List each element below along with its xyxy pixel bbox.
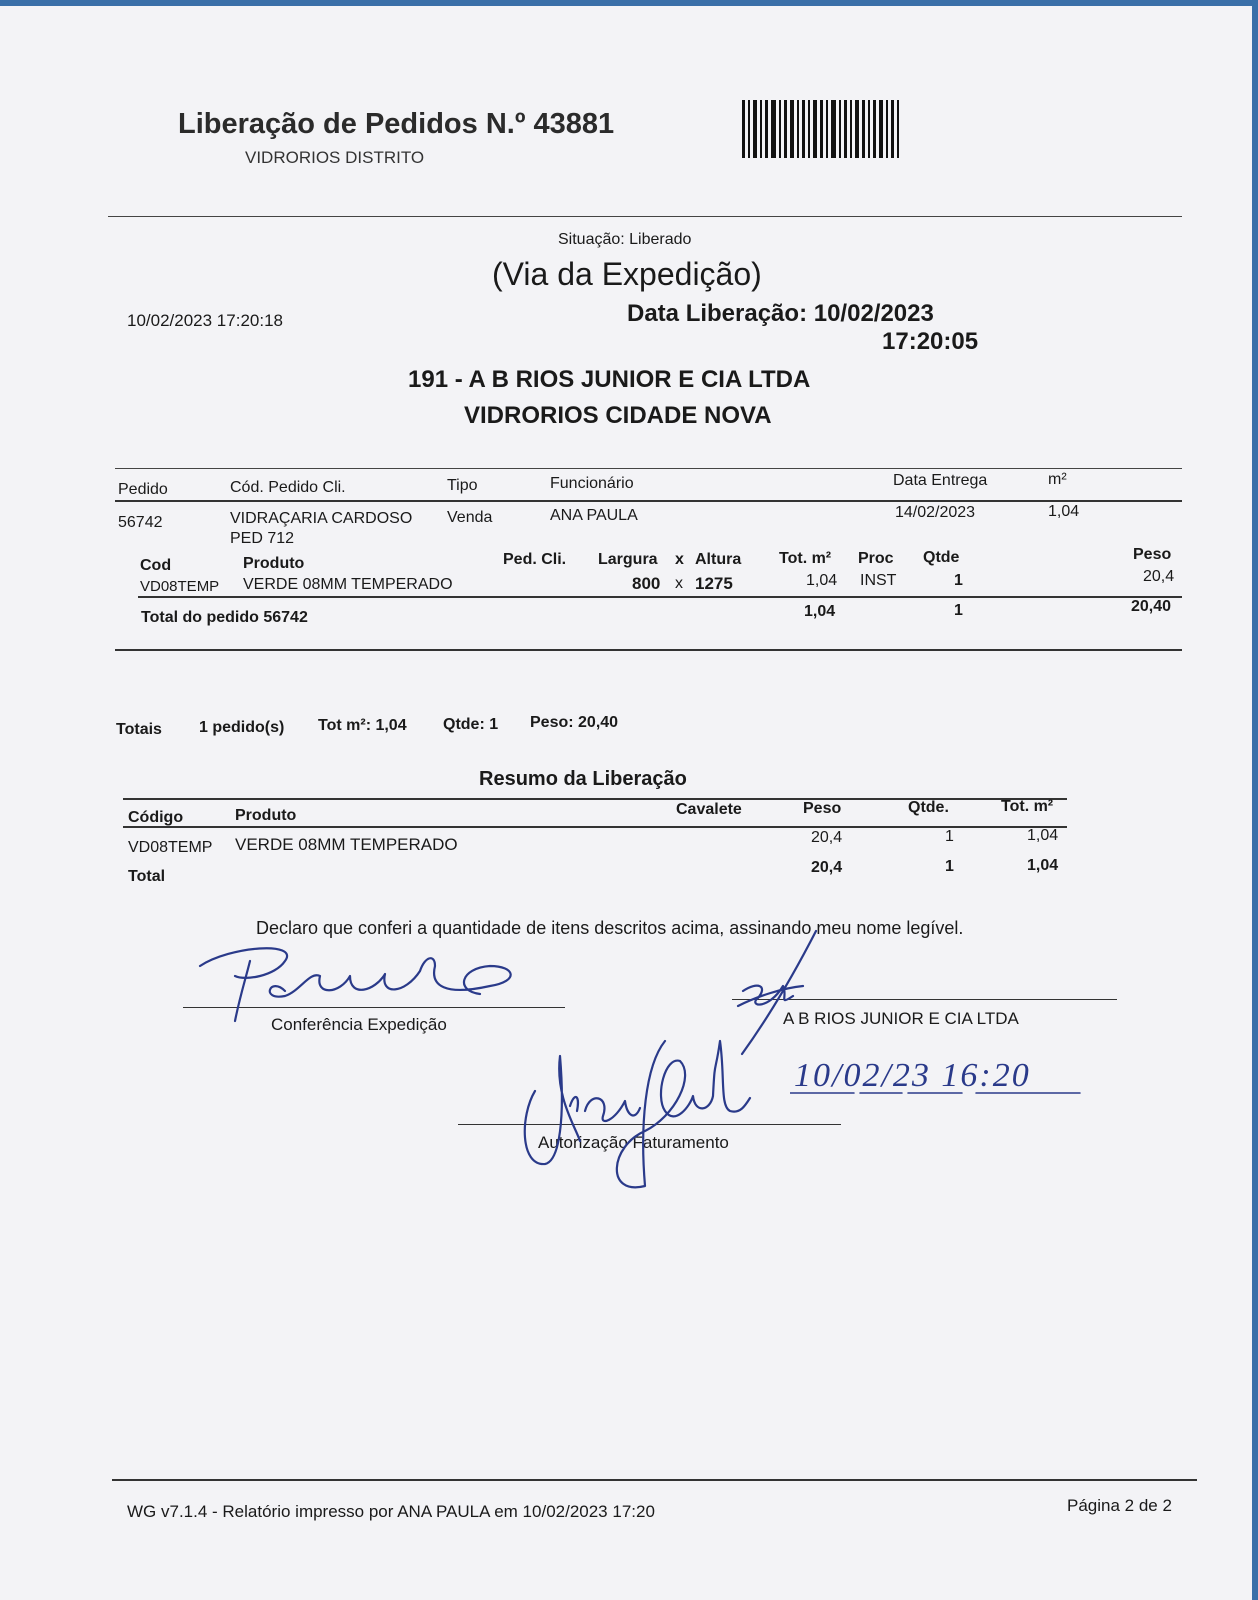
resumo-total-qtde: 1 — [945, 858, 954, 875]
row-data-entrega: 14/02/2023 — [895, 504, 976, 521]
order-table-top-rule — [115, 468, 1182, 469]
item-header-tot-m2: Tot. m² — [779, 550, 832, 567]
item-largura: 800 — [632, 574, 661, 593]
item-total-rule — [138, 596, 1182, 598]
row-m2: 1,04 — [1048, 503, 1080, 520]
order-total-qtde: 1 — [954, 602, 963, 619]
item-tot-m2: 1,04 — [806, 572, 838, 589]
declaration-text: Declaro que conferi a quantidade de itens descritos acima, assinando meu nome legível. — [256, 918, 964, 938]
resumo-header-codigo: Código — [128, 809, 184, 826]
item-header-ped-cli: Ped. Cli. — [503, 551, 567, 568]
resumo-header-cavalete: Cavalete — [676, 801, 742, 818]
situacao-label: Situação: Liberado — [558, 231, 692, 248]
row-cod-pedido-cli: VIDRAÇARIA CARDOSO — [230, 510, 413, 527]
footer-page-number: Página 2 de 2 — [1067, 1496, 1172, 1515]
barcode — [742, 100, 932, 158]
row-pedido: 56742 — [118, 514, 163, 531]
resumo-total-label: Total — [128, 868, 166, 885]
resumo-header-produto: Produto — [235, 807, 297, 824]
item-proc: INST — [860, 572, 897, 589]
resumo-row-tot-m2: 1,04 — [1027, 827, 1059, 844]
item-header-altura: Altura — [695, 551, 742, 568]
totais-qtde: Qtde: 1 — [443, 716, 499, 733]
col-header-cod-pedido-cli: Cód. Pedido Cli. — [230, 479, 346, 496]
row-cod-pedido-cli-2: PED 712 — [230, 530, 295, 547]
company-name: VIDRORIOS DISTRITO — [245, 148, 425, 167]
row-funcionario: ANA PAULA — [550, 507, 638, 524]
client-store: VIDRORIOS CIDADE NOVA — [464, 402, 772, 429]
autorizacao-label: Autorização Faturamento — [538, 1133, 729, 1152]
resumo-total-tot-m2: 1,04 — [1027, 857, 1059, 874]
item-altura: 1275 — [695, 574, 733, 593]
footer-rule — [112, 1479, 1197, 1481]
data-liberacao-time: 17:20:05 — [882, 328, 979, 355]
item-peso: 20,4 — [1143, 568, 1175, 585]
via-label: (Via da Expedição) — [492, 256, 762, 292]
resumo-header-tot-m2: Tot. m² — [1001, 798, 1054, 815]
item-header-cod: Cod — [140, 557, 172, 574]
item-header-produto: Produto — [243, 555, 305, 572]
col-header-m2: m² — [1048, 471, 1067, 488]
resumo-row-peso: 20,4 — [811, 829, 843, 846]
totais-tot-m2: Tot m²: 1,04 — [318, 717, 407, 734]
conferencia-signature — [190, 936, 540, 1026]
resumo-total-peso: 20,4 — [811, 859, 843, 876]
svg-text:10/02/23 16:20: 10/02/23 16:20 — [794, 1057, 1031, 1094]
item-produto: VERDE 08MM TEMPERADO — [243, 576, 453, 593]
row-tipo: Venda — [447, 509, 493, 526]
client-name: 191 - A B RIOS JUNIOR E CIA LTDA — [408, 366, 811, 393]
resumo-row-produto: VERDE 08MM TEMPERADO — [235, 835, 458, 854]
resumo-row-codigo: VD08TEMP — [128, 839, 213, 856]
resumo-header-rule — [123, 826, 1067, 828]
order-total-m2: 1,04 — [804, 603, 836, 620]
col-header-pedido: Pedido — [118, 481, 168, 498]
autorizacao-signature — [515, 1036, 755, 1196]
order-table-bottom-rule — [115, 649, 1182, 651]
item-cod: VD08TEMP — [140, 578, 220, 595]
resumo-header-peso: Peso — [803, 800, 842, 817]
conferencia-label: Conferência Expedição — [271, 1015, 447, 1034]
document-page — [0, 6, 1252, 1600]
resumo-row-qtde: 1 — [945, 828, 954, 845]
item-header-x: x — [675, 551, 684, 568]
data-liberacao: Data Liberação: 10/02/2023 — [627, 300, 934, 327]
resumo-header-qtde: Qtde. — [908, 799, 949, 816]
totais-peso: Peso: 20,40 — [530, 714, 619, 731]
item-x: x — [675, 575, 683, 592]
col-header-tipo: Tipo — [447, 477, 478, 494]
item-header-peso: Peso — [1133, 546, 1172, 563]
header-divider — [108, 216, 1182, 217]
totais-label: Totais — [116, 721, 162, 738]
print-datetime: 10/02/2023 17:20:18 — [127, 311, 283, 330]
empresa-label: A B RIOS JUNIOR E CIA LTDA — [783, 1009, 1019, 1028]
col-header-funcionario: Funcionário — [550, 475, 634, 492]
item-header-qtde: Qtde — [923, 549, 960, 566]
order-total-peso: 20,40 — [1131, 598, 1172, 615]
page-title: Liberação de Pedidos N.º 43881 — [178, 108, 615, 140]
order-total-label: Total do pedido 56742 — [141, 609, 308, 626]
item-qtde: 1 — [954, 572, 963, 589]
handwritten-date — [790, 1051, 1110, 1101]
resumo-title: Resumo da Liberação — [479, 768, 687, 790]
item-header-proc: Proc — [858, 550, 894, 567]
footer-printed-by: WG v7.1.4 - Relatório impresso por ANA PAULA em 10/02/2023 17:20 — [127, 1502, 655, 1521]
col-header-data-entrega: Data Entrega — [893, 472, 988, 489]
item-header-largura: Largura — [598, 551, 658, 568]
totais-pedidos: 1 pedido(s) — [199, 719, 285, 736]
order-header-rule — [115, 500, 1182, 502]
